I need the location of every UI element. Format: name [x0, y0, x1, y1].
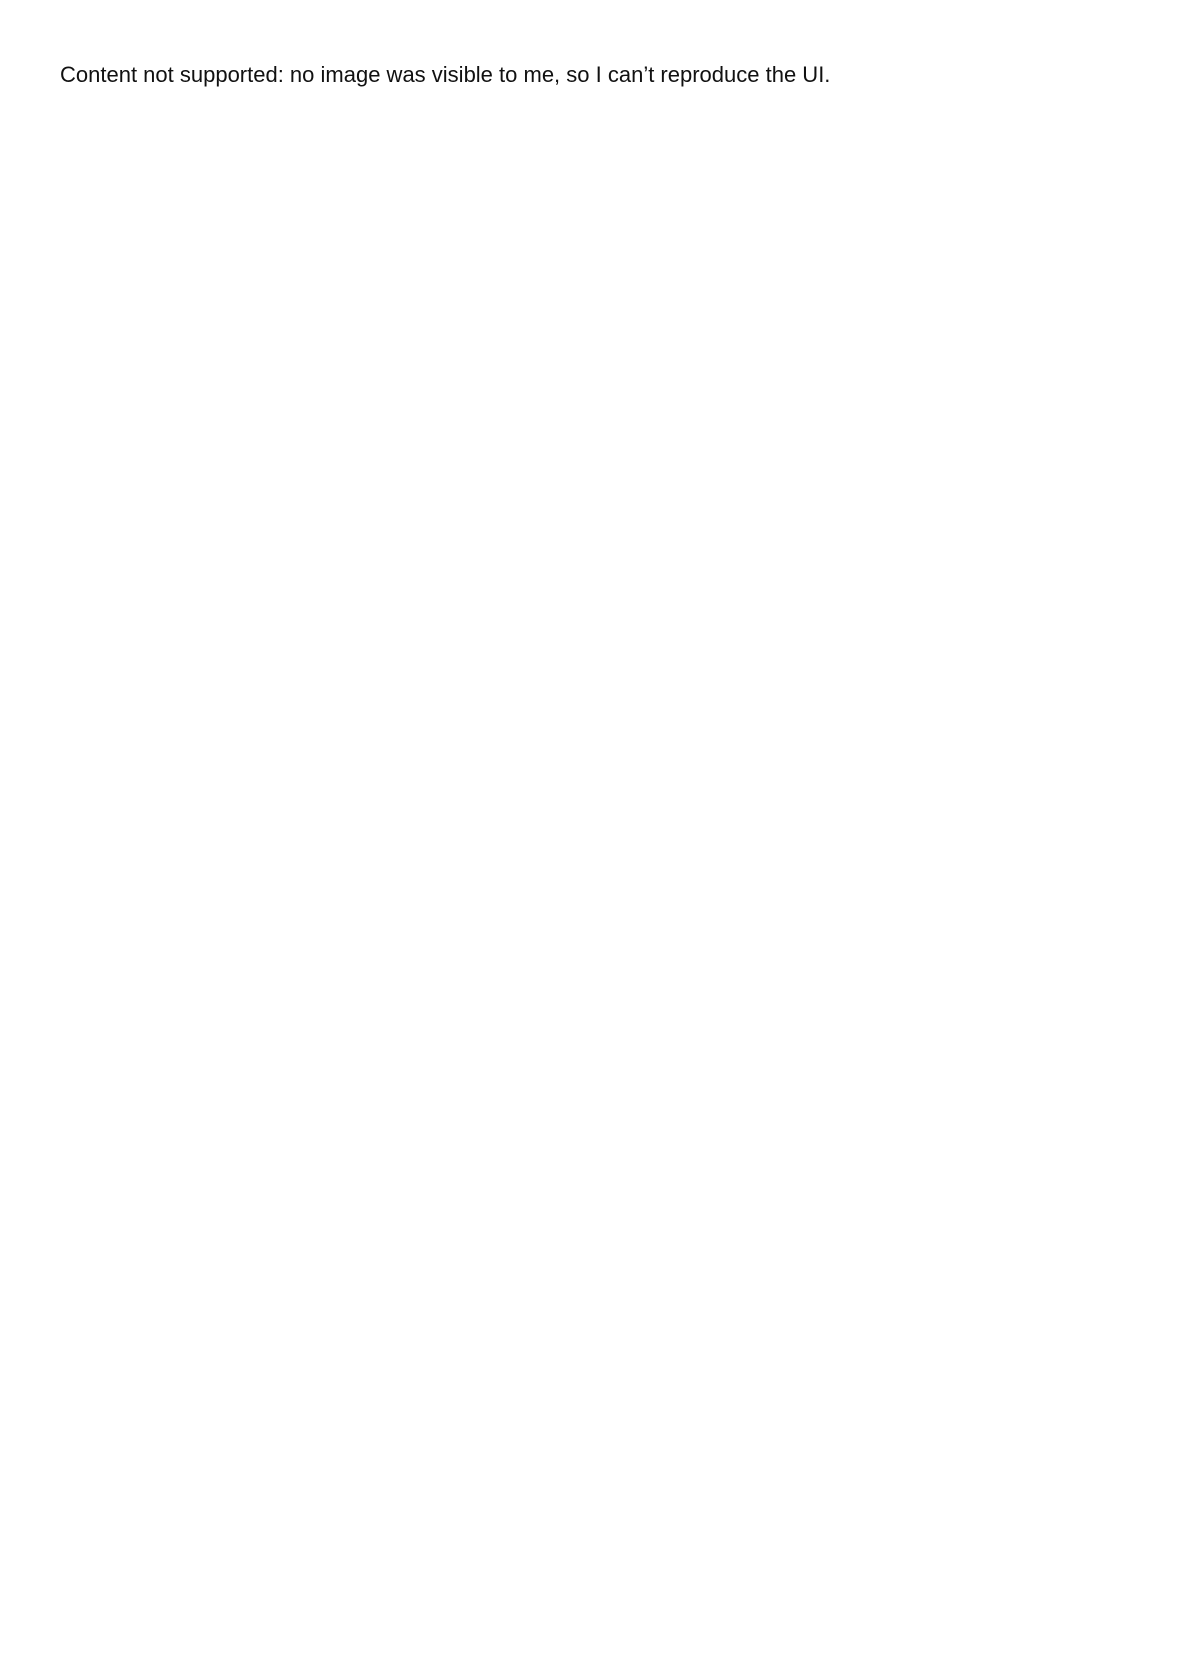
notice-text: Content not supported: no image was visible to me, so I can’t reproduce the UI. [60, 62, 831, 87]
